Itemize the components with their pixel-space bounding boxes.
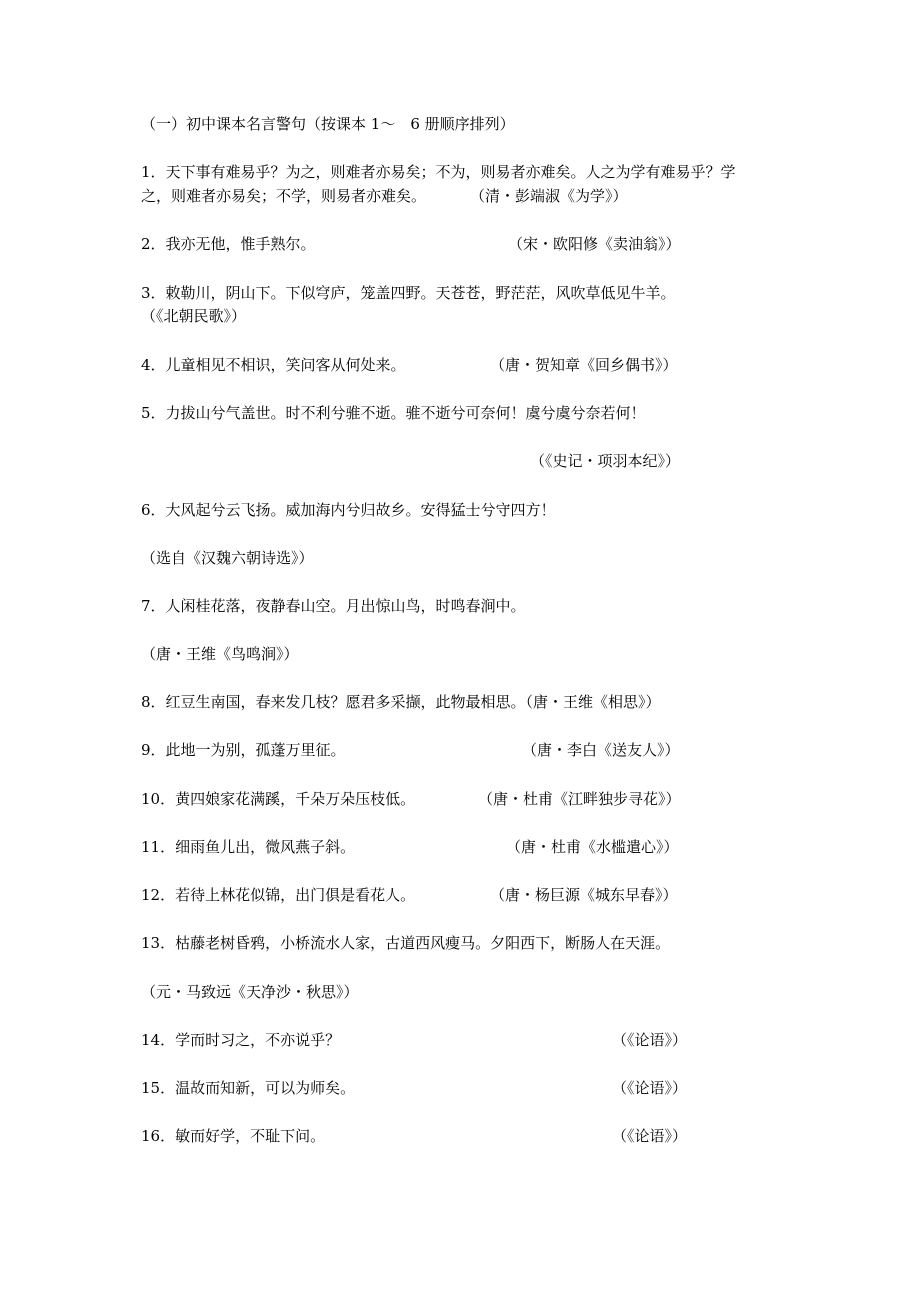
entry-5-text: 5．力拔山兮气盖世。时不利兮骓不逝。骓不逝兮可奈何！虞兮虞兮奈若何！: [141, 404, 646, 422]
entry-3-line-2: （《北朝民歌》）: [141, 307, 247, 325]
entry-9-source: （唐・李白《送友人》）: [522, 741, 680, 759]
section-heading: （一）初中课本名言警句（按课本 1～ 6 册顺序排列）: [141, 115, 515, 133]
entry-16-source: （《论语》）: [612, 1127, 688, 1145]
entry-7-source: （唐・王维《鸟鸣涧》）: [141, 645, 299, 663]
entry-13-text: 13．枯藤老树昏鸦，小桥流水人家，古道西风瘦马。夕阳西下，断肠人在天涯。: [141, 934, 671, 952]
entry-1-line-1: 1．天下事有难易乎？为之，则难者亦易矣；不为，则易者亦难矣。人之为学有难易乎？学: [141, 163, 736, 181]
entry-13-source: （元・马致远《天净沙・秋思》）: [141, 983, 359, 1001]
entry-4-source: （唐・贺知章《回乡偶书》）: [490, 356, 678, 374]
entry-11-source: （唐・杜甫《水槛遣心》）: [506, 838, 679, 856]
entry-11-text: 11．细雨鱼儿出，微风燕子斜。: [141, 838, 356, 856]
entry-6-source: （选自《汉魏六朝诗选》）: [141, 549, 314, 567]
entry-16-text: 16．敏而好学，不耻下问。: [141, 1127, 326, 1145]
entry-7-text: 7．人闲桂花落，夜静春山空。月出惊山鸟，时鸣春涧中。: [141, 597, 526, 615]
entry-15-text: 15．温故而知新，可以为师矣。: [141, 1079, 356, 1097]
entry-2-text: 2．我亦无他，惟手熟尔。: [141, 235, 316, 253]
entry-2-source: （宋・欧阳修《卖油翁》）: [508, 235, 681, 253]
entry-6-text: 6．大风起兮云飞扬。威加海内兮归故乡。安得猛士兮守四方！: [141, 501, 556, 519]
entry-14-text: 14．学而时习之，不亦说乎？: [141, 1031, 341, 1049]
entry-12-text: 12．若待上林花似锦，出门俱是看花人。: [141, 886, 416, 904]
entry-8-text: 8．红豆生南国，春来发几枝？愿君多采撷，此物最相思。（唐・王维《相思》）: [141, 693, 661, 711]
entry-15-source: （《论语》）: [612, 1079, 688, 1097]
entry-12-source: （唐・杨巨源《城东早春》）: [490, 886, 678, 904]
entry-10-source: （唐・杜甫《江畔独步寻花》）: [478, 790, 681, 808]
entry-14-source: （《论语》）: [612, 1031, 688, 1049]
entry-5-source: （《史记・项羽本纪》）: [530, 452, 681, 470]
entry-3-line-1: 3．敕勒川，阴山下。下似穹庐，笼盖四野。天苍苍，野茫茫，风吹草低见牛羊。: [141, 284, 676, 302]
entry-9-text: 9．此地一为别，孤蓬万里征。: [141, 741, 346, 759]
entry-1-source: （清・彭端淑《为学》）: [470, 187, 628, 205]
entry-4-text: 4．儿童相见不相识，笑问客从何处来。: [141, 356, 406, 374]
entry-1-line-2: 之，则难者亦易矣；不学，则易者亦难矣。: [141, 187, 427, 205]
entry-10-text: 10．黄四娘家花满蹊，千朵万朵压枝低。: [141, 790, 416, 808]
